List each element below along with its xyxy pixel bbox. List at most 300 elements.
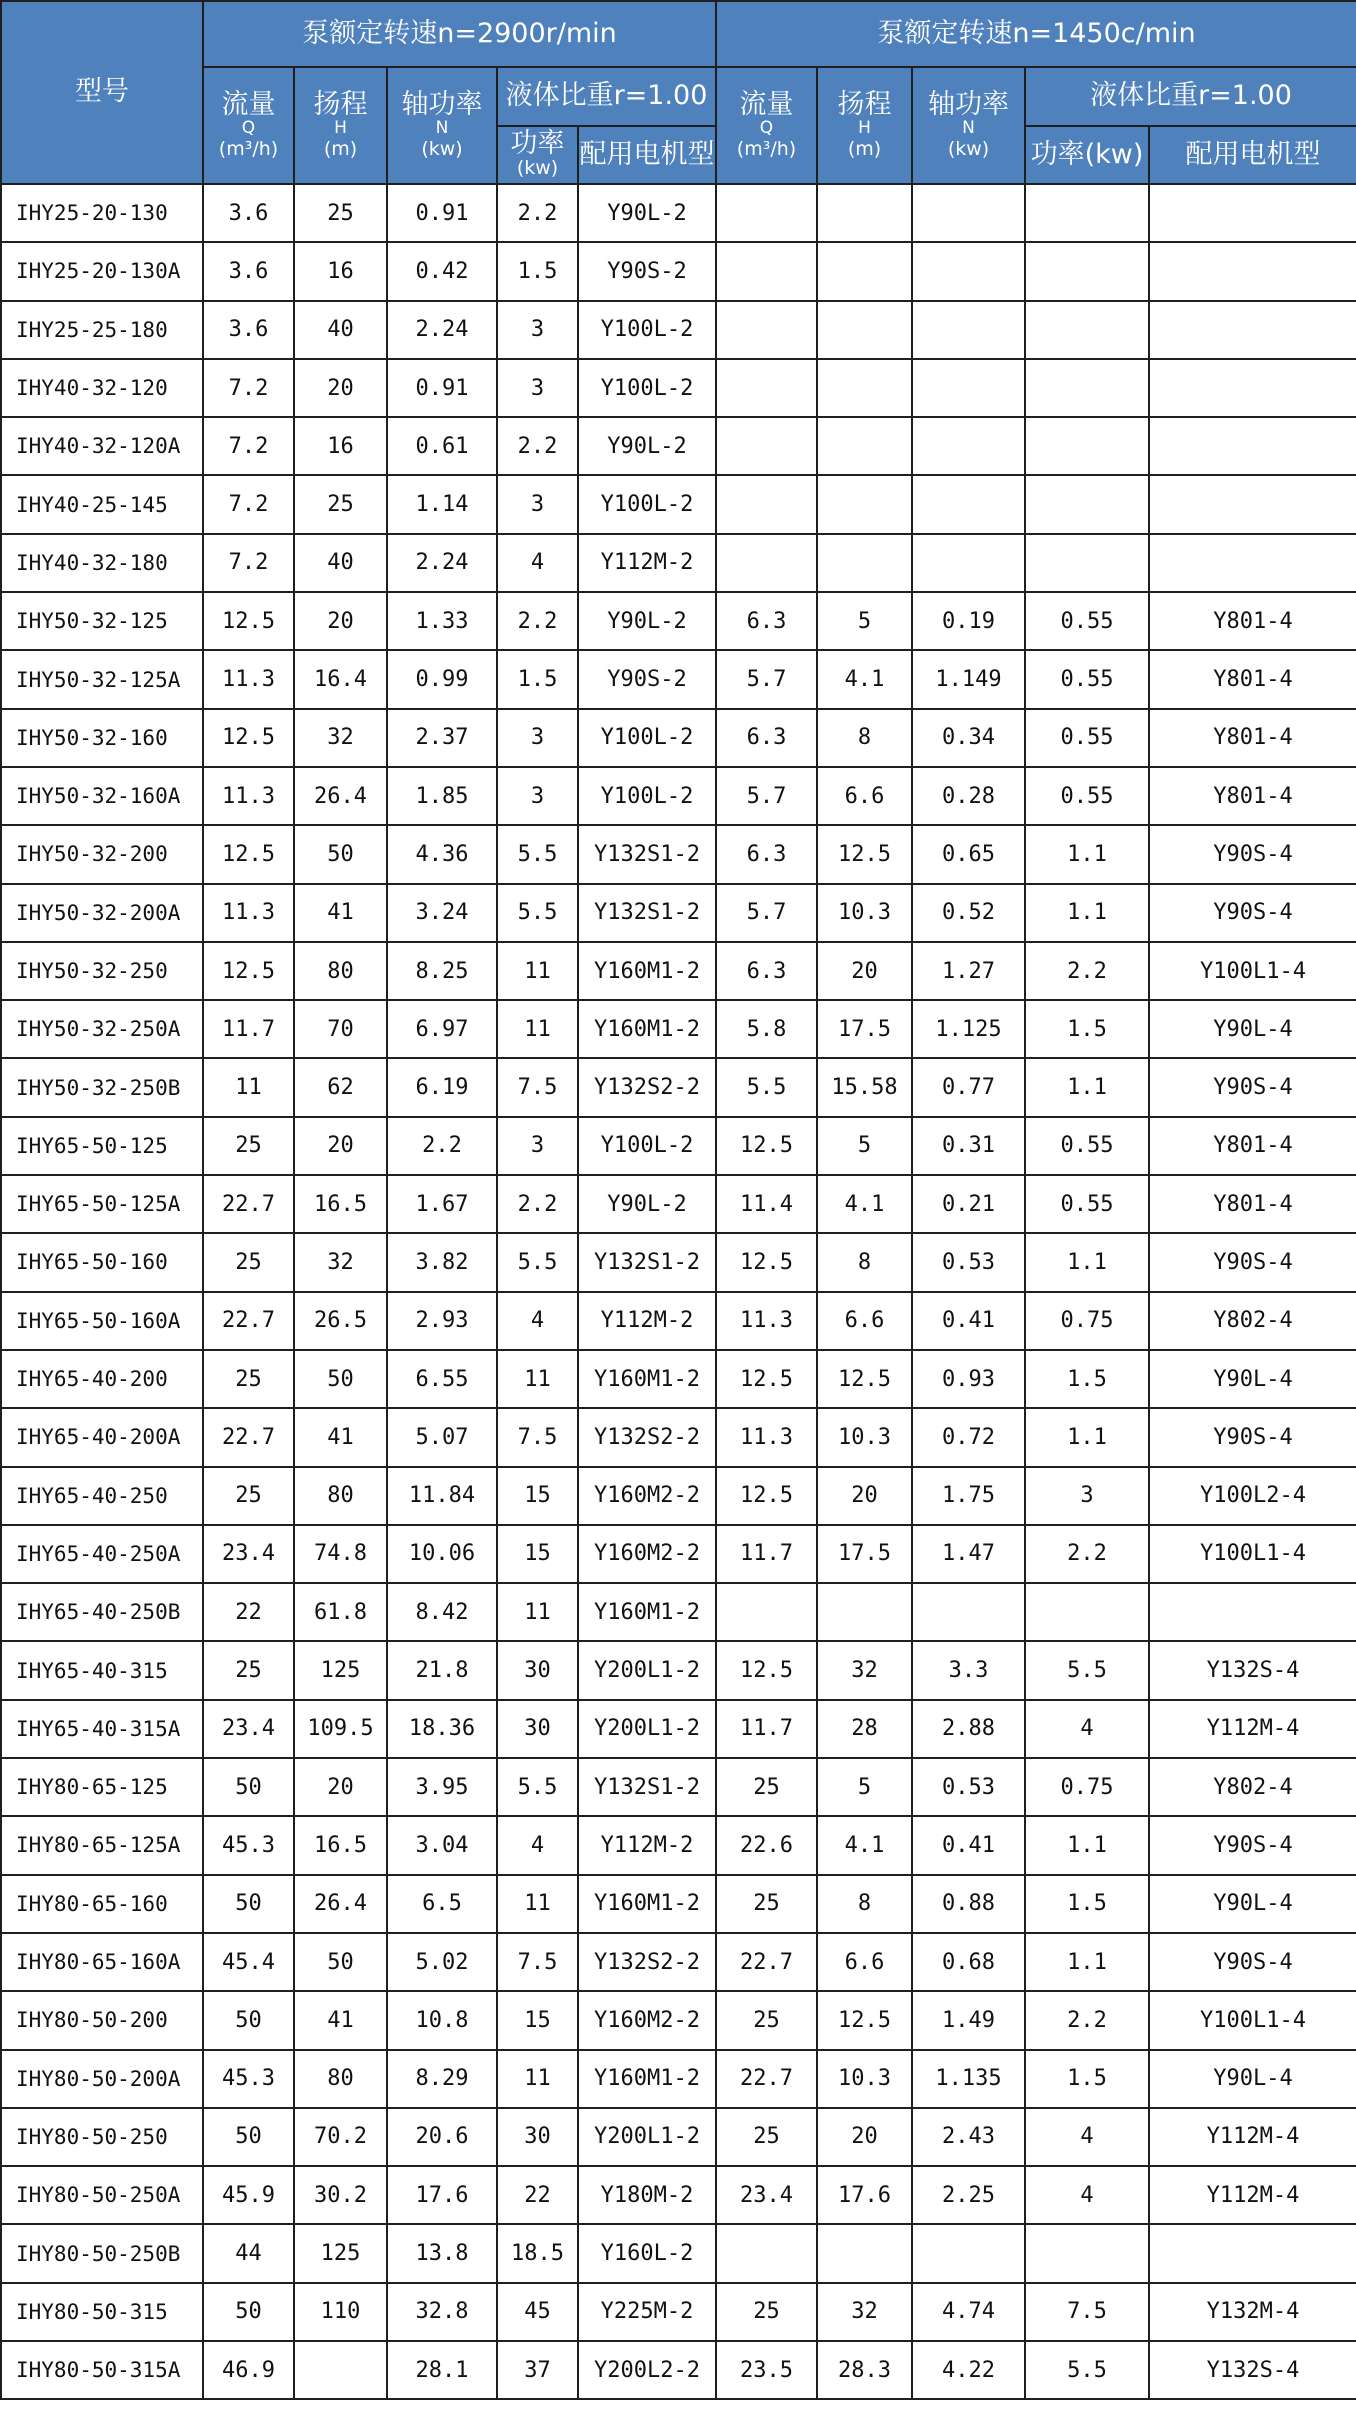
cell-power-2900: 5.5 [497, 884, 578, 942]
cell-head-2900: 62 [294, 1058, 387, 1116]
header-shaft-label: 轴功率 [401, 88, 483, 120]
cell-power-1450: 4 [1025, 2166, 1149, 2224]
cell-power-2900: 5.5 [497, 825, 578, 883]
cell-flow-2900: 3.6 [203, 184, 294, 242]
cell-shaft-1450: 0.77 [912, 1058, 1025, 1116]
cell-power-2900: 3 [497, 1117, 578, 1175]
cell-power-2900: 2.2 [497, 592, 578, 650]
cell-model: IHY80-65-160 [1, 1875, 203, 1933]
cell-power-2900: 30 [497, 2108, 578, 2166]
cell-shaft-2900: 2.24 [387, 534, 497, 592]
cell-shaft-1450: 1.149 [912, 650, 1025, 708]
cell-motor-1450: Y801-4 [1149, 709, 1356, 767]
cell-flow-1450: 22.7 [716, 2050, 817, 2108]
cell-head-2900: 16.5 [294, 1175, 387, 1233]
cell-flow-1450 [716, 417, 817, 475]
table-header [1, 1, 1356, 184]
cell-motor-1450: Y90L-4 [1149, 1875, 1356, 1933]
cell-flow-2900: 25 [203, 1117, 294, 1175]
cell-shaft-1450 [912, 301, 1025, 359]
cell-model: IHY80-65-125A [1, 1816, 203, 1874]
cell-motor-2900: Y132S1-2 [578, 884, 716, 942]
cell-motor-2900: Y160M1-2 [578, 1350, 716, 1408]
table-row [1, 301, 1356, 359]
cell-model: IHY40-32-120A [1, 417, 203, 475]
header-power-unit: (kw) [516, 157, 559, 180]
cell-shaft-1450: 0.41 [912, 1292, 1025, 1350]
cell-head-2900: 26.5 [294, 1292, 387, 1350]
cell-motor-1450 [1149, 301, 1356, 359]
cell-flow-2900: 7.2 [203, 475, 294, 533]
cell-power-1450: 0.75 [1025, 1292, 1149, 1350]
header-head-label: 扬程 [837, 88, 892, 120]
cell-shaft-1450: 1.47 [912, 1525, 1025, 1583]
cell-flow-2900: 46.9 [203, 2341, 294, 2399]
cell-power-2900: 3 [497, 359, 578, 417]
cell-flow-2900: 23.4 [203, 1700, 294, 1758]
cell-motor-2900: Y225M-2 [578, 2283, 716, 2341]
cell-power-2900: 7.5 [497, 1058, 578, 1116]
cell-motor-2900: Y160M1-2 [578, 1875, 716, 1933]
cell-head-2900: 50 [294, 825, 387, 883]
cell-head-1450: 20 [817, 1467, 912, 1525]
cell-flow-1450: 6.3 [716, 825, 817, 883]
cell-flow-1450: 12.5 [716, 1467, 817, 1525]
cell-motor-1450: Y132S-4 [1149, 2341, 1356, 2399]
table-row [1, 1058, 1356, 1116]
cell-flow-1450: 11.3 [716, 1408, 817, 1466]
cell-shaft-2900: 3.82 [387, 1233, 497, 1291]
table-row [1, 884, 1356, 942]
header-power-label: 功率 [510, 127, 565, 159]
cell-motor-2900: Y90L-2 [578, 592, 716, 650]
header-flow-label: 流量 [221, 88, 276, 120]
table-row [1, 1525, 1356, 1583]
cell-power-1450 [1025, 1583, 1149, 1641]
cell-power-1450: 1.1 [1025, 1058, 1149, 1116]
cell-flow-2900: 11.3 [203, 884, 294, 942]
table-row [1, 534, 1356, 592]
header-flow-1450 [716, 67, 817, 184]
cell-model: IHY80-50-250B [1, 2224, 203, 2282]
cell-shaft-1450: 0.41 [912, 1816, 1025, 1874]
cell-power-2900: 15 [497, 1991, 578, 2049]
cell-shaft-1450: 4.74 [912, 2283, 1025, 2341]
cell-motor-2900: Y160M1-2 [578, 942, 716, 1000]
table-row [1, 184, 1356, 242]
cell-power-1450: 0.55 [1025, 1175, 1149, 1233]
cell-model: IHY65-40-250B [1, 1583, 203, 1641]
cell-head-2900: 74.8 [294, 1525, 387, 1583]
cell-model: IHY25-25-180 [1, 301, 203, 359]
cell-motor-2900: Y132S1-2 [578, 825, 716, 883]
header-flow-2900 [203, 67, 294, 184]
cell-shaft-2900: 1.33 [387, 592, 497, 650]
cell-power-1450: 2.2 [1025, 942, 1149, 1000]
cell-motor-2900: Y90L-2 [578, 417, 716, 475]
table-row [1, 1408, 1356, 1466]
cell-shaft-2900: 11.84 [387, 1467, 497, 1525]
table-row [1, 1467, 1356, 1525]
cell-motor-2900: Y160M2-2 [578, 1467, 716, 1525]
cell-flow-2900: 11.7 [203, 1000, 294, 1058]
cell-shaft-2900: 2.93 [387, 1292, 497, 1350]
cell-model: IHY40-32-120 [1, 359, 203, 417]
table-row [1, 942, 1356, 1000]
table-row [1, 2283, 1356, 2341]
cell-power-1450: 2.2 [1025, 1525, 1149, 1583]
cell-flow-2900: 22.7 [203, 1292, 294, 1350]
cell-power-2900: 2.2 [497, 1175, 578, 1233]
header-flow-symbol: Q [241, 117, 256, 138]
table-row [1, 1350, 1356, 1408]
cell-flow-2900: 23.4 [203, 1525, 294, 1583]
cell-head-2900: 25 [294, 184, 387, 242]
cell-shaft-1450: 3.3 [912, 1641, 1025, 1699]
cell-shaft-2900: 6.5 [387, 1875, 497, 1933]
table-row [1, 1000, 1356, 1058]
cell-flow-1450 [716, 184, 817, 242]
cell-head-1450: 5 [817, 1758, 912, 1816]
cell-motor-2900: Y160M1-2 [578, 2050, 716, 2108]
cell-head-1450: 32 [817, 2283, 912, 2341]
cell-head-2900: 125 [294, 2224, 387, 2282]
cell-model: IHY50-32-250 [1, 942, 203, 1000]
cell-power-1450: 0.55 [1025, 650, 1149, 708]
cell-head-2900: 16 [294, 417, 387, 475]
cell-flow-2900: 25 [203, 1233, 294, 1291]
cell-shaft-1450: 0.68 [912, 1933, 1025, 1991]
cell-flow-2900: 45.3 [203, 1816, 294, 1874]
cell-head-2900: 125 [294, 1641, 387, 1699]
cell-shaft-2900: 5.07 [387, 1408, 497, 1466]
cell-motor-1450: Y90S-4 [1149, 884, 1356, 942]
cell-head-1450 [817, 242, 912, 300]
cell-shaft-2900: 32.8 [387, 2283, 497, 2341]
cell-head-2900: 40 [294, 534, 387, 592]
cell-power-2900: 3 [497, 301, 578, 359]
cell-flow-1450: 5.5 [716, 1058, 817, 1116]
cell-power-2900: 4 [497, 534, 578, 592]
table-row [1, 359, 1356, 417]
cell-power-2900: 22 [497, 2166, 578, 2224]
cell-model: IHY65-40-250A [1, 1525, 203, 1583]
table-row [1, 2166, 1356, 2224]
cell-model: IHY50-32-200 [1, 825, 203, 883]
header-power-1450: 功率(kw) [1025, 126, 1149, 184]
cell-power-1450: 0.55 [1025, 1117, 1149, 1175]
table-row [1, 2341, 1356, 2399]
cell-power-2900: 11 [497, 1350, 578, 1408]
cell-motor-1450: Y90L-4 [1149, 1350, 1356, 1408]
table-row [1, 242, 1356, 300]
header-speed-2900: 泵额定转速n=2900r/min [203, 1, 716, 67]
header-model: 型号 [1, 1, 203, 184]
cell-power-1450: 2.2 [1025, 1991, 1149, 2049]
header-head-unit: (m) [323, 137, 358, 160]
cell-head-2900: 16.4 [294, 650, 387, 708]
cell-shaft-2900: 1.67 [387, 1175, 497, 1233]
cell-model: IHY25-20-130 [1, 184, 203, 242]
cell-power-2900: 30 [497, 1700, 578, 1758]
cell-shaft-2900: 18.36 [387, 1700, 497, 1758]
cell-shaft-2900: 13.8 [387, 2224, 497, 2282]
cell-power-2900: 18.5 [497, 2224, 578, 2282]
cell-motor-2900: Y90S-2 [578, 650, 716, 708]
cell-head-1450 [817, 359, 912, 417]
cell-flow-2900: 22.7 [203, 1175, 294, 1233]
cell-power-1450: 1.5 [1025, 1875, 1149, 1933]
cell-head-1450: 10.3 [817, 1408, 912, 1466]
header-power-2900 [497, 126, 578, 184]
cell-model: IHY80-50-200 [1, 1991, 203, 2049]
cell-flow-2900: 12.5 [203, 709, 294, 767]
cell-head-1450: 15.58 [817, 1058, 912, 1116]
cell-shaft-2900: 4.36 [387, 825, 497, 883]
cell-power-1450: 3 [1025, 1467, 1149, 1525]
cell-head-1450: 28 [817, 1700, 912, 1758]
header-shaft-unit: (kw) [947, 137, 990, 160]
cell-flow-1450 [716, 2224, 817, 2282]
cell-model: IHY65-50-160A [1, 1292, 203, 1350]
cell-motor-1450: Y90L-4 [1149, 2050, 1356, 2108]
cell-shaft-1450: 2.25 [912, 2166, 1025, 2224]
cell-flow-2900: 25 [203, 1350, 294, 1408]
cell-motor-2900: Y160M2-2 [578, 1991, 716, 2049]
cell-shaft-1450 [912, 1583, 1025, 1641]
cell-motor-1450: Y90S-4 [1149, 1816, 1356, 1874]
header-speed-1450: 泵额定转速n=1450c/min [716, 1, 1356, 67]
cell-head-1450: 20 [817, 942, 912, 1000]
cell-flow-1450: 25 [716, 1875, 817, 1933]
cell-head-2900: 80 [294, 1467, 387, 1525]
cell-shaft-2900: 3.04 [387, 1816, 497, 1874]
cell-flow-2900: 12.5 [203, 942, 294, 1000]
cell-shaft-1450: 0.65 [912, 825, 1025, 883]
cell-flow-2900: 44 [203, 2224, 294, 2282]
cell-head-2900: 70.2 [294, 2108, 387, 2166]
cell-shaft-1450: 0.53 [912, 1233, 1025, 1291]
cell-flow-1450 [716, 475, 817, 533]
cell-power-1450: 0.75 [1025, 1758, 1149, 1816]
cell-shaft-1450: 0.52 [912, 884, 1025, 942]
cell-flow-1450: 12.5 [716, 1641, 817, 1699]
cell-motor-1450: Y801-4 [1149, 767, 1356, 825]
cell-flow-1450: 22.6 [716, 1816, 817, 1874]
cell-head-1450: 32 [817, 1641, 912, 1699]
cell-model: IHY65-40-200A [1, 1408, 203, 1466]
cell-shaft-2900: 6.19 [387, 1058, 497, 1116]
cell-head-2900: 20 [294, 1117, 387, 1175]
cell-motor-1450: Y90S-4 [1149, 1058, 1356, 1116]
header-shaft-unit: (kw) [421, 137, 463, 160]
cell-model: IHY65-50-125A [1, 1175, 203, 1233]
cell-power-2900: 1.5 [497, 650, 578, 708]
cell-model: IHY50-32-125 [1, 592, 203, 650]
cell-shaft-2900: 2.37 [387, 709, 497, 767]
table-row [1, 825, 1356, 883]
cell-flow-2900: 45.3 [203, 2050, 294, 2108]
cell-power-2900: 2.2 [497, 417, 578, 475]
table-row [1, 1292, 1356, 1350]
cell-motor-2900: Y100L-2 [578, 301, 716, 359]
header-shaft-1450 [912, 67, 1025, 184]
cell-shaft-1450 [912, 242, 1025, 300]
cell-flow-2900: 22 [203, 1583, 294, 1641]
cell-flow-1450 [716, 1583, 817, 1641]
cell-head-1450 [817, 475, 912, 533]
cell-flow-1450: 23.4 [716, 2166, 817, 2224]
cell-motor-1450: Y801-4 [1149, 1117, 1356, 1175]
cell-flow-1450: 25 [716, 1991, 817, 2049]
cell-flow-2900: 50 [203, 1875, 294, 1933]
table-row [1, 2108, 1356, 2166]
cell-motor-2900: Y200L2-2 [578, 2341, 716, 2399]
cell-head-2900: 61.8 [294, 1583, 387, 1641]
cell-flow-1450 [716, 534, 817, 592]
cell-flow-2900: 50 [203, 2283, 294, 2341]
cell-flow-2900: 12.5 [203, 825, 294, 883]
cell-motor-2900: Y160M1-2 [578, 1583, 716, 1641]
header-head-unit: (m) [847, 137, 882, 160]
cell-head-2900: 80 [294, 942, 387, 1000]
table-row [1, 1175, 1356, 1233]
cell-power-2900: 4 [497, 1816, 578, 1874]
cell-flow-2900: 50 [203, 2108, 294, 2166]
cell-flow-1450 [716, 242, 817, 300]
cell-power-2900: 11 [497, 1875, 578, 1933]
cell-power-1450: 5.5 [1025, 2341, 1149, 2399]
cell-shaft-1450 [912, 417, 1025, 475]
cell-head-2900: 26.4 [294, 767, 387, 825]
cell-shaft-1450: 2.88 [912, 1700, 1025, 1758]
header-flow-unit: (m³/h) [218, 137, 279, 160]
cell-motor-1450: Y90L-4 [1149, 1000, 1356, 1058]
cell-shaft-2900: 6.55 [387, 1350, 497, 1408]
cell-motor-2900: Y100L-2 [578, 709, 716, 767]
table-row [1, 2050, 1356, 2108]
cell-head-2900: 32 [294, 1233, 387, 1291]
cell-head-2900 [294, 2341, 387, 2399]
cell-motor-2900: Y200L1-2 [578, 1641, 716, 1699]
cell-head-1450: 8 [817, 1233, 912, 1291]
cell-shaft-2900: 0.42 [387, 242, 497, 300]
cell-head-1450 [817, 184, 912, 242]
cell-motor-2900: Y180M-2 [578, 2166, 716, 2224]
cell-flow-2900: 7.2 [203, 417, 294, 475]
table-row [1, 767, 1356, 825]
cell-shaft-1450: 0.19 [912, 592, 1025, 650]
cell-flow-1450: 11.4 [716, 1175, 817, 1233]
table-row [1, 1583, 1356, 1641]
cell-flow-2900: 3.6 [203, 242, 294, 300]
cell-model: IHY80-50-200A [1, 2050, 203, 2108]
cell-model: IHY80-65-160A [1, 1933, 203, 1991]
cell-flow-2900: 7.2 [203, 359, 294, 417]
cell-motor-2900: Y132S1-2 [578, 1758, 716, 1816]
cell-flow-1450: 11.7 [716, 1525, 817, 1583]
cell-flow-2900: 50 [203, 1758, 294, 1816]
cell-power-1450 [1025, 417, 1149, 475]
cell-flow-1450: 11.7 [716, 1700, 817, 1758]
cell-model: IHY25-20-130A [1, 242, 203, 300]
cell-power-1450: 1.1 [1025, 1933, 1149, 1991]
header-shaft-symbol: N [962, 117, 975, 138]
cell-power-2900: 30 [497, 1641, 578, 1699]
cell-head-1450: 28.3 [817, 2341, 912, 2399]
cell-flow-2900: 11.3 [203, 767, 294, 825]
cell-head-2900: 30.2 [294, 2166, 387, 2224]
cell-motor-1450 [1149, 1583, 1356, 1641]
cell-flow-1450: 6.3 [716, 709, 817, 767]
cell-power-1450: 1.1 [1025, 825, 1149, 883]
table-row [1, 1933, 1356, 1991]
table-body [1, 184, 1356, 2399]
cell-motor-1450 [1149, 242, 1356, 300]
cell-head-2900: 20 [294, 592, 387, 650]
cell-head-2900: 109.5 [294, 1700, 387, 1758]
header-flow-unit: (m³/h) [736, 137, 797, 160]
cell-flow-2900: 45.9 [203, 2166, 294, 2224]
cell-head-1450 [817, 301, 912, 359]
cell-shaft-1450 [912, 184, 1025, 242]
cell-head-1450: 17.5 [817, 1000, 912, 1058]
cell-shaft-2900: 8.25 [387, 942, 497, 1000]
cell-head-1450: 4.1 [817, 1175, 912, 1233]
cell-motor-2900: Y200L1-2 [578, 2108, 716, 2166]
cell-power-2900: 5.5 [497, 1758, 578, 1816]
cell-power-2900: 4 [497, 1292, 578, 1350]
cell-shaft-2900: 8.29 [387, 2050, 497, 2108]
cell-head-2900: 50 [294, 1933, 387, 1991]
cell-motor-1450 [1149, 2224, 1356, 2282]
cell-motor-1450: Y801-4 [1149, 592, 1356, 650]
cell-flow-2900: 11.3 [203, 650, 294, 708]
cell-shaft-1450: 0.21 [912, 1175, 1025, 1233]
cell-head-1450 [817, 1583, 912, 1641]
cell-power-2900: 1.5 [497, 242, 578, 300]
cell-shaft-1450: 1.49 [912, 1991, 1025, 2049]
cell-motor-1450: Y132S-4 [1149, 1641, 1356, 1699]
cell-shaft-2900: 0.91 [387, 184, 497, 242]
cell-motor-2900: Y90L-2 [578, 1175, 716, 1233]
cell-head-1450 [817, 2224, 912, 2282]
table-row [1, 592, 1356, 650]
cell-model: IHY65-50-125 [1, 1117, 203, 1175]
table-row [1, 417, 1356, 475]
header-motor-1450: 配用电机型 [1149, 126, 1356, 184]
cell-power-2900: 3 [497, 475, 578, 533]
cell-motor-1450: Y801-4 [1149, 650, 1356, 708]
cell-head-1450: 4.1 [817, 650, 912, 708]
cell-flow-1450: 6.3 [716, 942, 817, 1000]
cell-motor-1450: Y132M-4 [1149, 2283, 1356, 2341]
cell-head-2900: 20 [294, 1758, 387, 1816]
cell-model: IHY80-50-250 [1, 2108, 203, 2166]
cell-motor-2900: Y112M-2 [578, 1292, 716, 1350]
cell-motor-1450: Y100L1-4 [1149, 1991, 1356, 2049]
cell-power-1450: 0.55 [1025, 709, 1149, 767]
table-row [1, 1991, 1356, 2049]
cell-shaft-2900: 20.6 [387, 2108, 497, 2166]
cell-shaft-2900: 17.6 [387, 2166, 497, 2224]
cell-motor-2900: Y112M-2 [578, 1816, 716, 1874]
header-density-1450: 液体比重r=1.00 [1025, 67, 1356, 126]
cell-power-2900: 3 [497, 767, 578, 825]
cell-shaft-1450: 0.31 [912, 1117, 1025, 1175]
cell-shaft-2900: 8.42 [387, 1583, 497, 1641]
cell-flow-2900: 25 [203, 1467, 294, 1525]
